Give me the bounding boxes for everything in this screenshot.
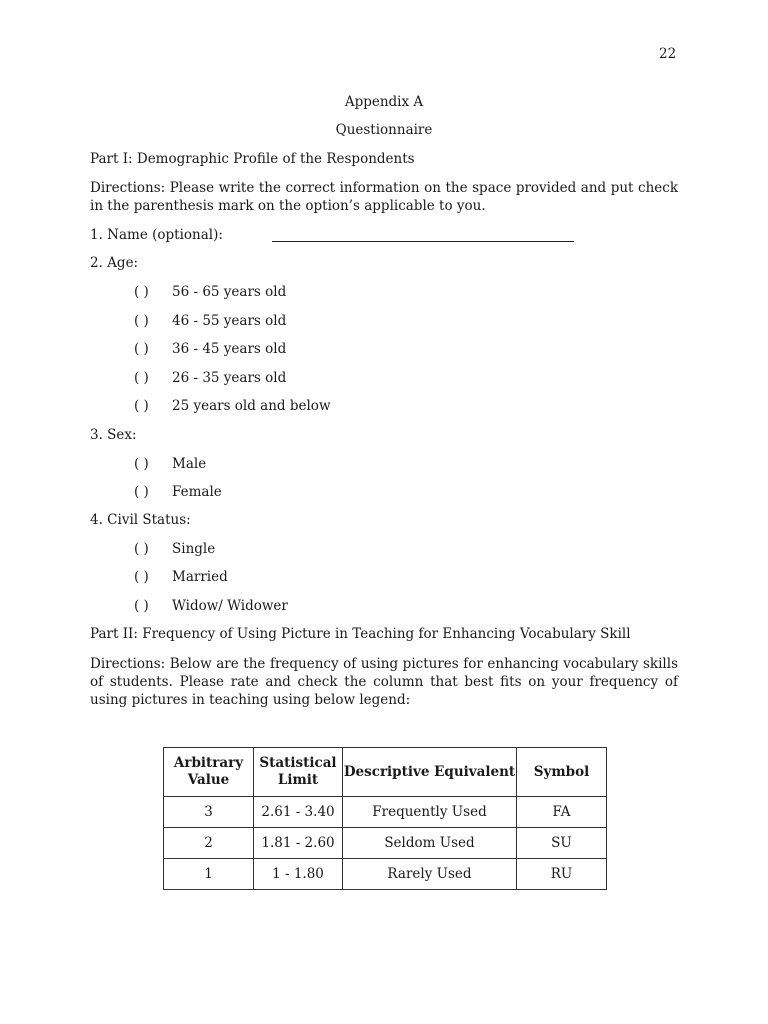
header-descriptive-equivalent: Descriptive Equivalent xyxy=(343,748,517,797)
page-number: 22 xyxy=(659,46,677,62)
checkbox-parenthesis[interactable]: ( ) xyxy=(134,598,149,614)
age-option[interactable] xyxy=(134,284,286,300)
civil-status-option[interactable] xyxy=(134,598,288,614)
option-label: 46 - 55 years old xyxy=(172,313,287,329)
legend-table xyxy=(163,747,607,890)
part2-directions: Directions: Below are the frequency of using pictures for enhancing vocabulary skills of students. Please rate and check the column that best fits on your frequency of using pictures in teaching using below legend: xyxy=(90,656,678,708)
sex-label: 3. Sex: xyxy=(90,427,137,443)
age-option[interactable] xyxy=(134,398,331,414)
age-option[interactable] xyxy=(134,313,286,329)
civil-status-label: 4. Civil Status: xyxy=(90,512,191,528)
checkbox-parenthesis[interactable]: ( ) xyxy=(134,313,149,329)
table-header-row xyxy=(164,748,607,797)
checkbox-parenthesis[interactable]: ( ) xyxy=(134,569,149,585)
checkbox-parenthesis[interactable]: ( ) xyxy=(134,541,149,557)
age-option[interactable] xyxy=(134,370,286,386)
cell-equivalent: Rarely Used xyxy=(343,859,517,890)
table-row xyxy=(164,828,607,859)
option-label: Male xyxy=(172,456,207,472)
table-row xyxy=(164,859,607,890)
cell-symbol: SU xyxy=(517,828,607,859)
option-label: 26 - 35 years old xyxy=(172,370,287,386)
header-arbitrary-value: Arbitrary Value xyxy=(164,748,254,797)
cell-symbol: FA xyxy=(517,797,607,828)
part1-directions: Directions: Please write the correct information on the space provided and put check in the parenthesis mark on the option’s applicable to you. xyxy=(90,180,678,214)
checkbox-parenthesis[interactable]: ( ) xyxy=(134,370,149,386)
cell-equivalent: Seldom Used xyxy=(343,828,517,859)
document-title: Questionnaire xyxy=(335,122,433,138)
cell-limit: 1.81 - 2.60 xyxy=(254,828,343,859)
cell-limit: 1 - 1.80 xyxy=(254,859,343,890)
civil-status-option[interactable] xyxy=(134,541,215,557)
header-statistical-limit: Statistical Limit xyxy=(254,748,343,797)
option-label: Widow/ Widower xyxy=(172,598,288,614)
checkbox-parenthesis[interactable]: ( ) xyxy=(134,341,149,357)
option-label: Single xyxy=(172,541,216,557)
cell-value: 3 xyxy=(164,797,254,828)
option-label: Married xyxy=(172,569,228,585)
table-row xyxy=(164,797,607,828)
checkbox-parenthesis[interactable]: ( ) xyxy=(134,484,149,500)
option-label: Female xyxy=(172,484,222,500)
age-label: 2. Age: xyxy=(90,255,139,271)
cell-symbol: RU xyxy=(517,859,607,890)
option-label: 56 - 65 years old xyxy=(172,284,287,300)
age-option[interactable] xyxy=(134,341,286,357)
checkbox-parenthesis[interactable]: ( ) xyxy=(134,284,149,300)
part2-heading: Part II: Frequency of Using Picture in Teaching for Enhancing Vocabulary Skill xyxy=(90,626,631,642)
cell-limit: 2.61 - 3.40 xyxy=(254,797,343,828)
header-symbol: Symbol xyxy=(517,748,607,797)
name-label: 1. Name (optional): xyxy=(90,227,223,243)
checkbox-parenthesis[interactable]: ( ) xyxy=(134,398,149,414)
cell-equivalent: Frequently Used xyxy=(343,797,517,828)
cell-value: 1 xyxy=(164,859,254,890)
option-label: 25 years old and below xyxy=(172,398,331,414)
sex-option[interactable] xyxy=(134,484,222,500)
cell-value: 2 xyxy=(164,828,254,859)
appendix-title: Appendix A xyxy=(344,94,424,110)
name-answer-line[interactable] xyxy=(272,241,574,242)
option-label: 36 - 45 years old xyxy=(172,341,287,357)
civil-status-option[interactable] xyxy=(134,569,228,585)
checkbox-parenthesis[interactable]: ( ) xyxy=(134,456,149,472)
part1-heading: Part I: Demographic Profile of the Respondents xyxy=(90,151,415,167)
sex-option[interactable] xyxy=(134,456,206,472)
